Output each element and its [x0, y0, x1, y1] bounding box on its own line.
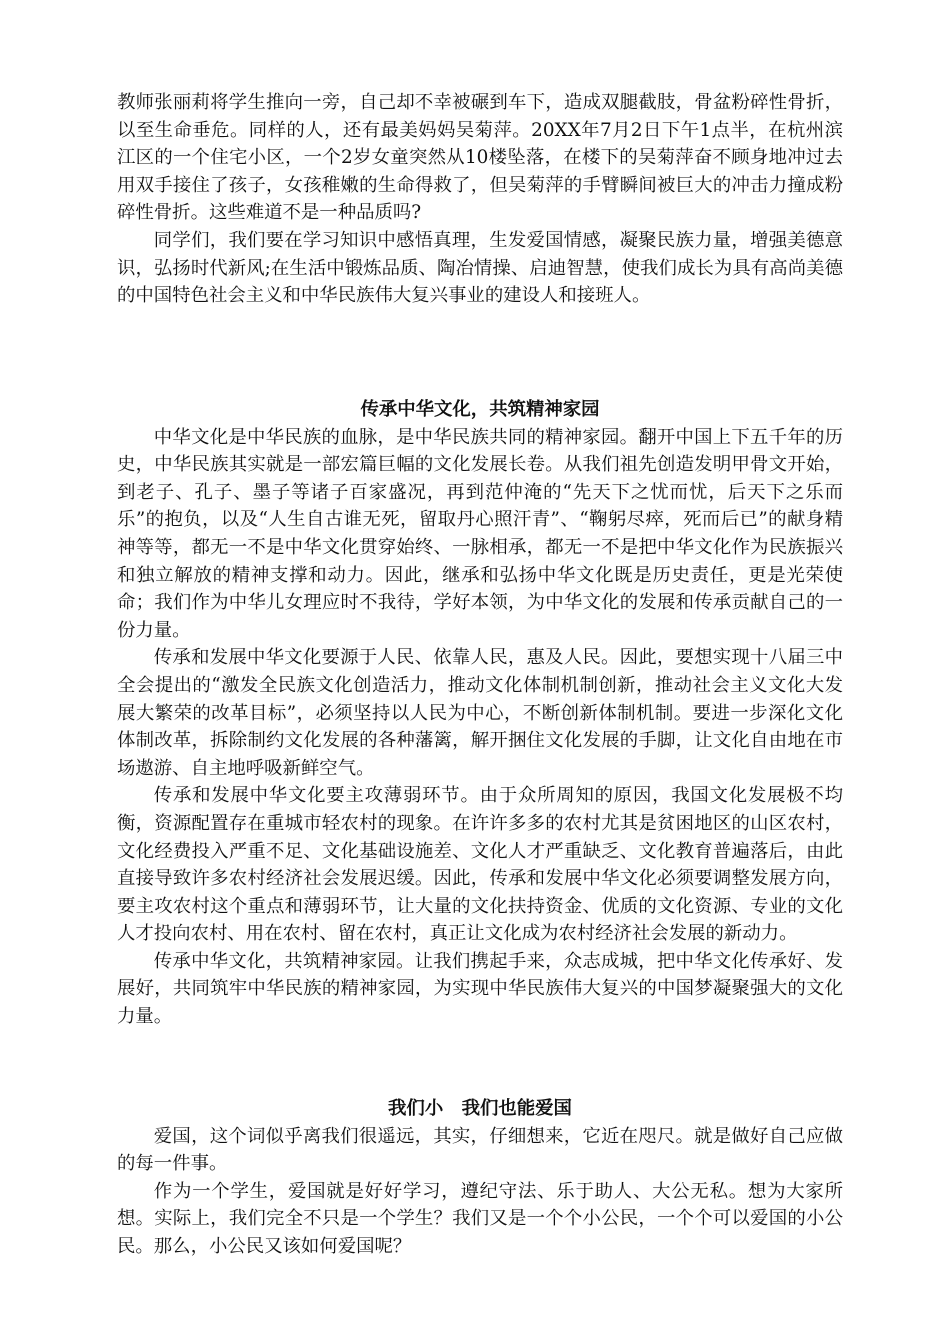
paragraph: 中华文化是中华民族的血脉，是中华民族共同的精神家园。翻开中国上下五千年的历史，中华民族其实就是一部宏篇巨幅的文化发展长卷。从我们祖先创造发明甲骨文开始，到老子、孔子、墨子等诸子百家盛况，再到范仲淹的“先天下之忧而忧，后天下之乐而乐”的抱负，以及“人生自古谁无死，留取丹心照汗青”、“鞠躬尽瘁，死而后已”的献身精神等等，都无一不是中华文化贯穿始终、一脉相承，都无一不是把中华文化作为民族振兴和独立解放的精神支撑和动力。因此，继承和弘扬中华文化既是历史责任，更是光荣使命；我们作为中华儿女理应时不我待，学好本领，为中华文化的发展和传承贡献自己的一份力量。 — [117, 426, 843, 641]
paragraph: 传承和发展中华文化要主攻薄弱环节。由于众所周知的原因，我国文化发展极不均衡，资源配置存在重城市轻农村的现象。在许许多多的农村尤其是贫困地区的山区农村，文化经费投入严重不足、文化基础设施差、文化人才严重缺乏、文化教育普遍落后，由此直接导致许多农村经济社会发展迟缓。因此，传承和发展中华文化必须要调整发展方向，要主攻农村这个重点和薄弱环节，让大量的文化扶持资金、优质的文化资源、专业的文化人才投向农村、用在农村、留在农村，真正让文化成为农村经济社会发展的新动力。 — [117, 785, 843, 945]
paragraph: 作为一个学生，爱国就是好好学习，遵纪守法、乐于助人、大公无私。想为大家所想。实际上，我们完全不只是一个学生？我们又是一个个小公民，一个个可以爱国的小公民。那么，小公民又该如何爱国呢？ — [117, 1180, 843, 1257]
paragraph: 爱国，这个词似乎离我们很遥远，其实，仔细想来，它近在咫尺。就是做好自己应做的每一件事。 — [117, 1125, 843, 1175]
paragraph: 传承和发展中华文化要源于人民、依靠人民，惠及人民。因此，要想实现十八届三中全会提出的“激发全民族文化创造活力，推动文化体制机制创新，推动社会主义文化大发展大繁荣的改革目标”，必须坚持以人民为中心，不断创新体制机制。要进一步深化文化体制改革，拆除制约文化发展的各种藩篱，解开捆住文化发展的手脚，让文化自由地在市场遨游、自主地呼吸新鲜空气。 — [117, 647, 843, 779]
paragraph: 传承中华文化，共筑精神家园。让我们携起手来，众志成城，把中华文化传承好、发展好，共同筑牢中华民族的精神家园，为实现中华民族伟大复兴的中国梦凝聚强大的文化力量。 — [117, 950, 843, 1028]
paragraph: 教师张丽莉将学生推向一旁，自己却不幸被碾到车下，造成双腿截肢，骨盆粉碎性骨折，以至生命垂危。同样的人，还有最美妈妈吴菊萍。20XX年7月2日下午1点半，在杭州滨江区的一个住宅小区，一个2岁女童突然从10楼坠落，在楼下的吴菊萍奋不顾身地冲过去用双手接住了孩子，女孩稚嫩的生命得救了，但吴菊萍的手臂瞬间被巨大的冲击力撞成粉碎性骨折。这些难道不是一种品质吗? — [117, 92, 843, 224]
essay-patriotism — [117, 1095, 843, 1261]
paragraph: 同学们，我们要在学习知识中感悟真理，生发爱国情感，凝聚民族力量，增强美德意识，弘扬时代新风;在生活中锻炼品质、陶冶情操、启迪智慧，使我们成长为具有高尚美德的中国特色社会主义和中华民族伟大复兴事业的建设人和接班人。 — [117, 229, 843, 307]
essay-title: 传承中华文化，共筑精神家园 — [360, 399, 600, 420]
essay-title: 我们小 我们也能爱国 — [388, 1098, 572, 1119]
essay-continuation — [117, 89, 843, 310]
essay-culture — [117, 396, 843, 1031]
